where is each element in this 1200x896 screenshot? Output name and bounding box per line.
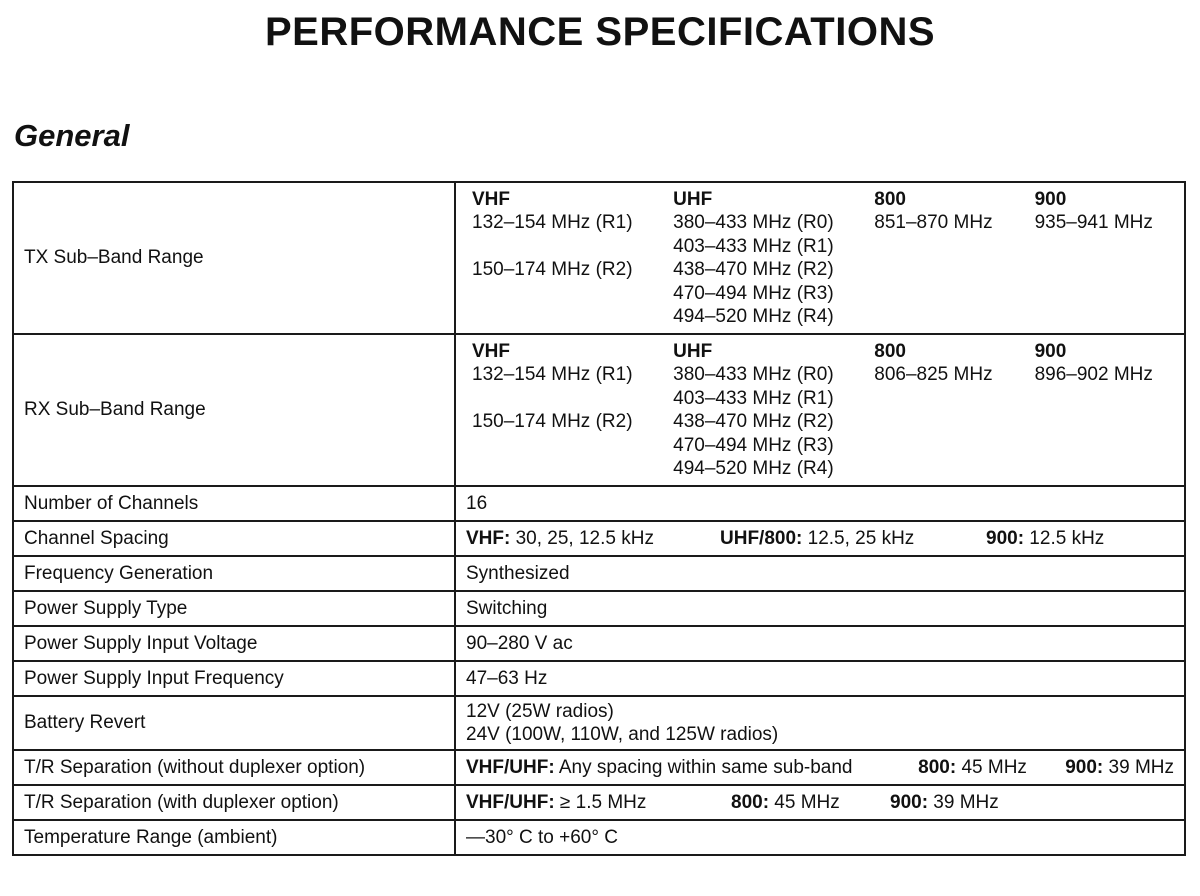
vhf-header: VHF xyxy=(472,188,510,210)
row-value: Switching xyxy=(455,591,1185,626)
row-value xyxy=(455,785,1185,820)
spacing-900 xyxy=(986,527,1104,551)
spacing-uhf-key: UHF/800: xyxy=(720,527,803,549)
tr-with-800-value: 45 MHz xyxy=(769,791,840,813)
spacer xyxy=(472,387,673,411)
row-label: Power Supply Input Voltage xyxy=(13,626,455,661)
tx-band-columns xyxy=(466,188,1174,329)
band-800-header: 800 xyxy=(874,340,906,362)
band-900-column xyxy=(1035,188,1174,329)
table-row-freq-gen xyxy=(13,556,1185,591)
band-800-range: 851–870 MHz xyxy=(874,212,993,233)
vhf-r1: 132–154 MHz (R1) xyxy=(472,364,633,385)
uhf-r2: 438–470 MHz (R2) xyxy=(673,259,834,280)
table-row-ps-freq xyxy=(13,661,1185,696)
tr-with-vu-value: ≥ 1.5 MHz xyxy=(554,791,647,813)
row-value xyxy=(455,521,1185,556)
table-row-spacing xyxy=(13,521,1185,556)
band-800-column xyxy=(874,188,1034,329)
row-label: Power Supply Type xyxy=(13,591,455,626)
uhf-header: UHF xyxy=(673,188,713,210)
tr-without-800-value: 45 MHz xyxy=(956,756,1027,778)
uhf-r1: 403–433 MHz (R1) xyxy=(673,235,834,257)
table-row-ps-voltage xyxy=(13,626,1185,661)
band-800-column xyxy=(874,340,1034,481)
tr-with-vhf-uhf xyxy=(466,791,731,815)
uhf-r1: 403–433 MHz (R1) xyxy=(673,387,834,409)
spec-table xyxy=(12,181,1186,856)
row-label: Temperature Range (ambient) xyxy=(13,820,455,855)
band-900-header: 900 xyxy=(1034,188,1067,210)
row-value xyxy=(455,334,1185,486)
tr-without-vu-value: Any spacing within same sub-band xyxy=(554,756,853,778)
row-label: Frequency Generation xyxy=(13,556,455,591)
vhf-r2: 150–174 MHz (R2) xyxy=(472,259,633,280)
uhf-r4: 494–520 MHz (R4) xyxy=(673,306,834,327)
row-label: TX Sub–Band Range xyxy=(13,182,455,334)
row-value xyxy=(455,750,1185,785)
uhf-column xyxy=(673,340,874,481)
uhf-r3: 470–494 MHz (R3) xyxy=(673,282,834,304)
tr-without-900-key: 900: xyxy=(1065,756,1104,778)
uhf-r4: 494–520 MHz (R4) xyxy=(673,458,834,479)
row-label: Channel Spacing xyxy=(13,521,455,556)
table-row-temperature xyxy=(13,820,1185,855)
row-value: 90–280 V ac xyxy=(455,626,1185,661)
table-row-tr-with xyxy=(13,785,1185,820)
tr-without-900 xyxy=(1065,756,1174,780)
tr-with-800 xyxy=(731,791,890,815)
uhf-column xyxy=(673,188,874,329)
row-label: Number of Channels xyxy=(13,486,455,521)
vhf-r2: 150–174 MHz (R2) xyxy=(472,411,633,432)
tr-with-900-value: 39 MHz xyxy=(928,791,999,813)
tr-with-800-key: 800: xyxy=(731,791,770,813)
section-title: General xyxy=(14,118,130,153)
spacing-vhf-value: 30, 25, 12.5 kHz xyxy=(510,527,654,549)
row-value: Synthesized xyxy=(455,556,1185,591)
band-800-range: 806–825 MHz xyxy=(874,364,993,385)
spacing-vhf xyxy=(466,527,720,551)
rx-band-columns xyxy=(466,340,1174,481)
row-value xyxy=(455,696,1185,750)
page-title: PERFORMANCE SPECIFICATIONS xyxy=(264,10,936,54)
uhf-r2: 438–470 MHz (R2) xyxy=(673,411,834,432)
row-label: T/R Separation (with duplexer option) xyxy=(13,785,455,820)
row-label: Battery Revert xyxy=(13,696,455,750)
band-900-header: 900 xyxy=(1034,340,1067,362)
uhf-r3: 470–494 MHz (R3) xyxy=(673,434,834,456)
vhf-column xyxy=(472,188,673,329)
spacer xyxy=(472,235,673,259)
row-value: 47–63 Hz xyxy=(455,661,1185,696)
battery-line-1: 12V (25W radios) xyxy=(466,700,614,722)
table-row-rx-band xyxy=(13,334,1185,486)
uhf-r0: 380–433 MHz (R0) xyxy=(673,364,834,385)
row-label: T/R Separation (without duplexer option) xyxy=(13,750,455,785)
spacing-uhf-value: 12.5, 25 kHz xyxy=(802,527,915,549)
tr-with-900 xyxy=(890,791,999,815)
spacing-vhf-key: VHF: xyxy=(466,527,511,549)
tr-with-900-key: 900: xyxy=(890,791,929,813)
vhf-column xyxy=(472,340,673,481)
row-label: Power Supply Input Frequency xyxy=(13,661,455,696)
spacing-uhf xyxy=(720,527,986,551)
uhf-header: UHF xyxy=(673,340,713,362)
spacing-900-value: 12.5 kHz xyxy=(1024,527,1105,549)
row-value: 16 xyxy=(455,486,1185,521)
vhf-r1: 132–154 MHz (R1) xyxy=(472,212,633,233)
tr-without-800 xyxy=(918,756,1065,780)
row-value xyxy=(455,182,1185,334)
tr-with-vu-key: VHF/UHF: xyxy=(466,791,555,813)
band-900-range: 935–941 MHz xyxy=(1034,212,1153,233)
tr-without-900-value: 39 MHz xyxy=(1103,756,1174,778)
band-900-column xyxy=(1035,340,1174,481)
tr-without-vu-key: VHF/UHF: xyxy=(466,756,555,778)
vhf-header: VHF xyxy=(472,340,510,362)
row-label: RX Sub–Band Range xyxy=(13,334,455,486)
table-row-channels xyxy=(13,486,1185,521)
band-800-header: 800 xyxy=(874,188,906,210)
table-row-tx-band xyxy=(13,182,1185,334)
table-row-battery xyxy=(13,696,1185,750)
uhf-r0: 380–433 MHz (R0) xyxy=(673,212,834,233)
battery-line-2: 24V (100W, 110W, and 125W radios) xyxy=(466,724,779,745)
table-row-ps-type xyxy=(13,591,1185,626)
tr-without-vhf-uhf xyxy=(466,756,918,780)
row-value: —30° C to +60° C xyxy=(455,820,1185,855)
band-900-range: 896–902 MHz xyxy=(1034,364,1153,385)
spacing-900-key: 900: xyxy=(986,527,1025,549)
tr-without-800-key: 800: xyxy=(918,756,957,778)
table-row-tr-without xyxy=(13,750,1185,785)
